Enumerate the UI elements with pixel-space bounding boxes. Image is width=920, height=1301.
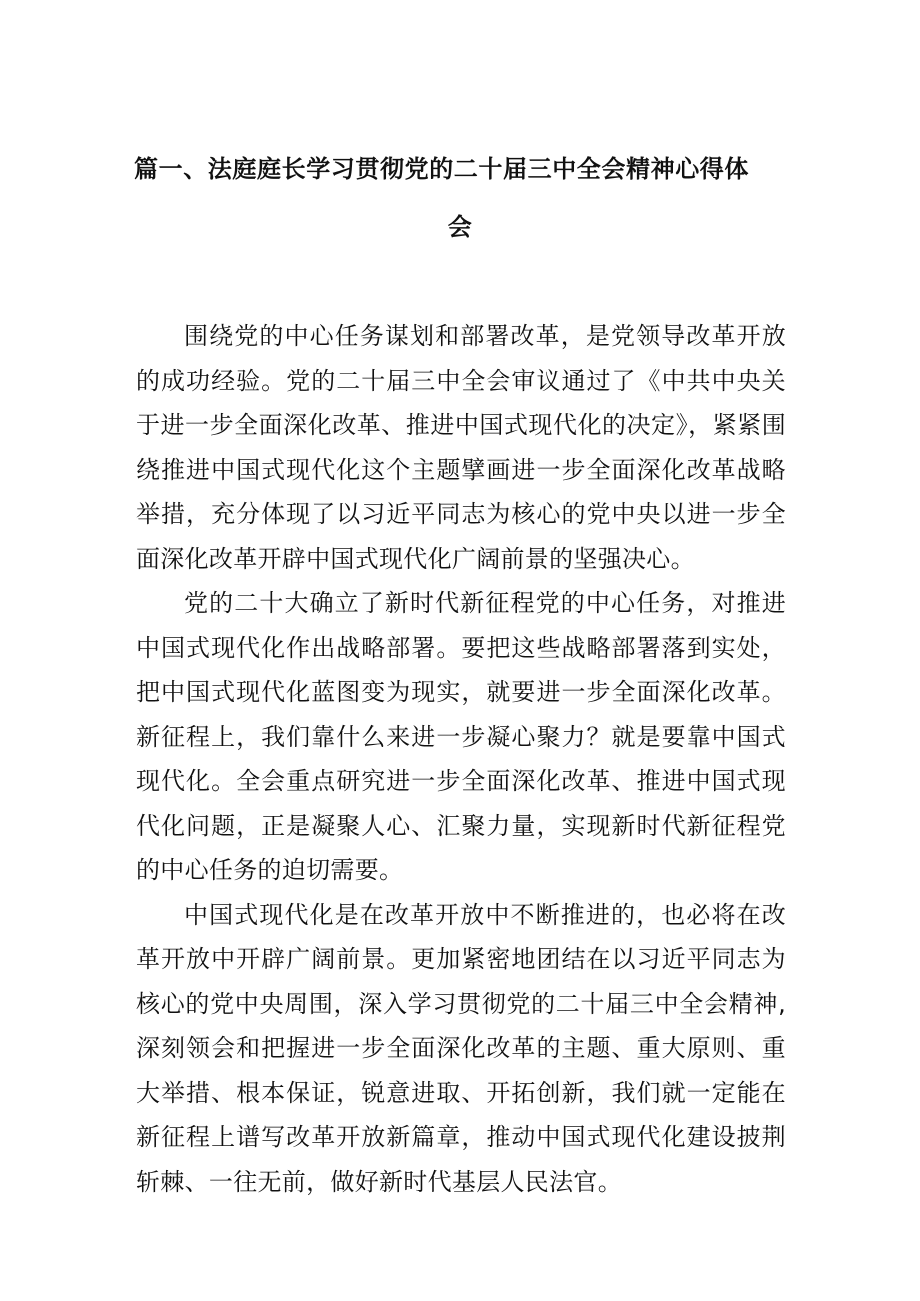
document-title-line-1: 篇一、法庭庭长学习贯彻党的二十届三中全会精神心得体 <box>134 155 749 183</box>
paragraph-3: 中国式现代化是在改革开放中不断推进的，也必将在改革开放中开辟广阔前景。更加紧密地团结在以习近平同志为核心的党中央周围，深入学习贯彻党的二十届三中全会精神,深刻领会和把握进一步全面深化改革的主题、重大原则、重大举措、根本保证，锐意进取、开拓创新，我们就一定能在新征程上谱写改革开放新篇章，推动中国式现代化建设披荆斩棘、一往无前，做好新时代基层人民法官。 <box>136 900 786 1196</box>
document-body <box>136 314 786 1204</box>
paragraph-1: 围绕党的中心任务谋划和部署改革，是党领导改革开放的成功经验。党的二十届三中全会审议通过了《中共中央关于进一步全面深化改革、推进中国式现代化的决定》，紧紧围绕推进中国式现代化这个主题擘画进一步全面深化改革战略举措，充分体现了以习近平同志为核心的党中央以进一步全面深化改革开辟中国式现代化广阔前景的坚强决心。 <box>136 322 786 573</box>
document-title-line-2: 会 <box>447 213 473 241</box>
paragraph-2: 党的二十大确立了新时代新征程党的中心任务，对推进中国式现代化作出战略部署。要把这些战略部署落到实处，把中国式现代化蓝图变为现实，就要进一步全面深化改革。新征程上，我们靠什么来进一步凝心聚力？就是要靠中国式现代化。全会重点研究进一步全面深化改革、推进中国式现代化问题，正是凝聚人心、汇聚力量，实现新时代新征程党的中心任务的迫切需要。 <box>136 589 786 884</box>
